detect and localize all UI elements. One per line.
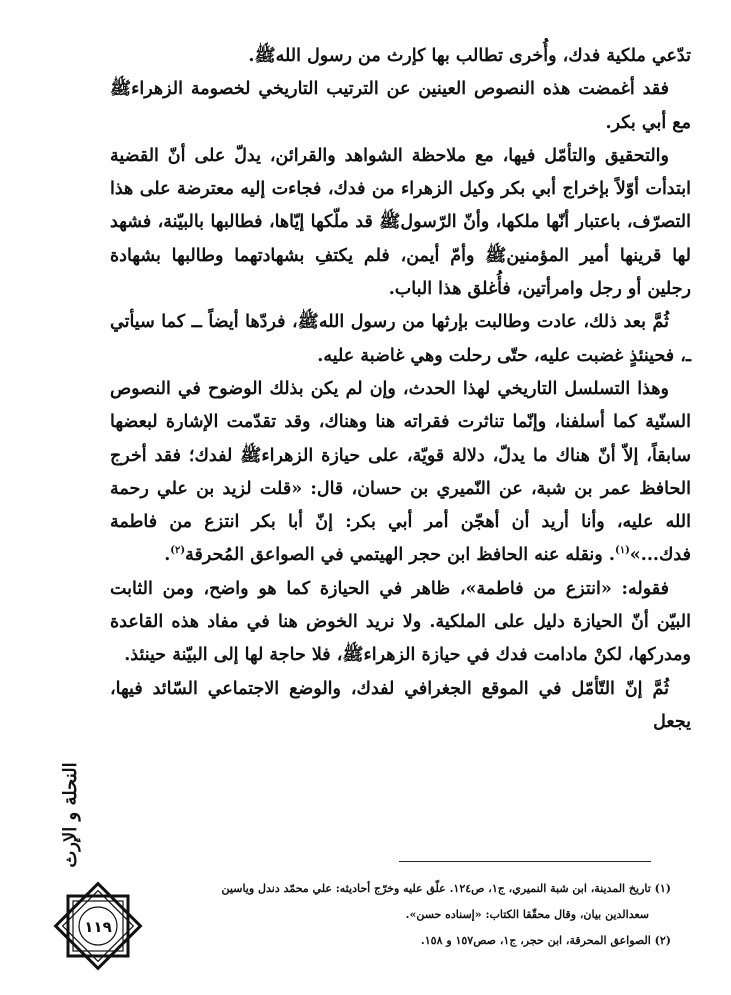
paragraph [110,373,691,573]
paragraph: ثُمَّ بعد ذلك، عادت وطالبت بإرثها من رسول اللهﷺ، فردّها أيضاً ــ كما سيأتي ـ، فحينئذٍ غضبت عليه، حتّى رحلت وهي غاضبة عليه. [110,312,691,366]
paragraph [110,573,691,673]
footnote-ref: (٢) [170,545,186,557]
footnote-ref: (١) [614,545,630,557]
period: . [164,545,171,566]
paragraph-text: . ونقله عنه الحافظ ابن حجر الهيتمي في الصواعق المُحرقة [185,545,615,566]
paragraph: تدّعي ملكية فدك، وأُخرى تطالب بها كإرث من رسول اللهﷺ. [248,46,691,66]
footnote-1: (١) تاريخ المدينة، ابن شبة النميري، ج١، ص١٢٤. علّق عليه وخرّج أحاديثه: علي محمّد دندل وياسين [221,882,671,895]
paragraph: والتحقيق والتأمّل فيها، مع ملاحظة الشواهد والقرائن، يدلّ على أنّ القضية ابتدأت أوّلاً بإخراج أبي بكر وكيل الزهراء من فدك، فجاءت إليه معترضة على هذا التصرّف، باعتبار أنّها ملكها، وأنّ الرّسولﷺ قد ملّكها إيّاها، فطالبها بالبيّنة، فشهد لها قرينها أمير المؤمنينﷺ وأمّ أيمن، فلم يكتفِ بشهادتهما وطالبها بشهادة رجلين أو رجل وامرأتين، فأُغلق هذا الباب. [110,145,691,300]
paragraph-text: ، ظاهر في الحيازة كما هو واضح، ومن الثابت البيّن أنّ الحيازة دليل على الملكية. ولا نريد الخوض هنا في مفاد هذه القاعدة ومدركها، لكنْ مادامت فدك في حيازة الزهراءﷺ، فلا حاجة لها إلى البيّنة حينئذ. [110,578,691,666]
footnote-divider [399,861,651,862]
paragraph: فقد أغمضت هذه النصوص العينين عن الترتيب التاريخي لخصومة الزهراءﷺ مع أبي بكر. [110,79,691,133]
footnote-1-continued: سعدالدين بيان، وقال محقّقا الكتاب: «إسناده حسن». [405,908,649,921]
running-title: النحلة و الإرث [60,762,81,868]
page-number-badge [48,876,148,976]
footnotes [120,876,671,954]
paragraph-text: وهذا التسلسل التاريخي لهذا الحدث، وإن لم يكن بذلك الوضوح في النصوص السنّية كما أسلفنا، وإنّما تناثرت فقراته هنا وهناك، وقد تقدّمت الإشارة لبعضها سابقاً، إلاّ أنّ هناك ما يدلّ، دلالة قويّة، على حيازة الزهراءﷺ لفدك؛ فقد أخرج الحافظ عمر بن شبة، عن النّميري بن حسان، قال: [110,378,691,499]
page-number: ١١٩ [84,918,112,936]
main-text [110,40,691,739]
footnote-2: (٢) الصواعق المحرقة، ابن حجر، ج١، صص١٥٧ و ١٥٨. [420,934,671,947]
paragraph-text: فقوله: [611,578,669,599]
quotation: «قلت لزيد بن علي رحمة الله عليه، وأنا أريد أن أهجّن أمر أبي بكر: إنّ أبا بكر انتزع من فاطمة فدك...» [110,478,691,566]
paragraph: ثُمَّ إنّ التّأمّل في الموقع الجغرافي لفدك، والوضع الاجتماعي السّائد فيها، يجعل [110,678,691,732]
quotation: «انتزع من فاطمة» [465,578,612,599]
